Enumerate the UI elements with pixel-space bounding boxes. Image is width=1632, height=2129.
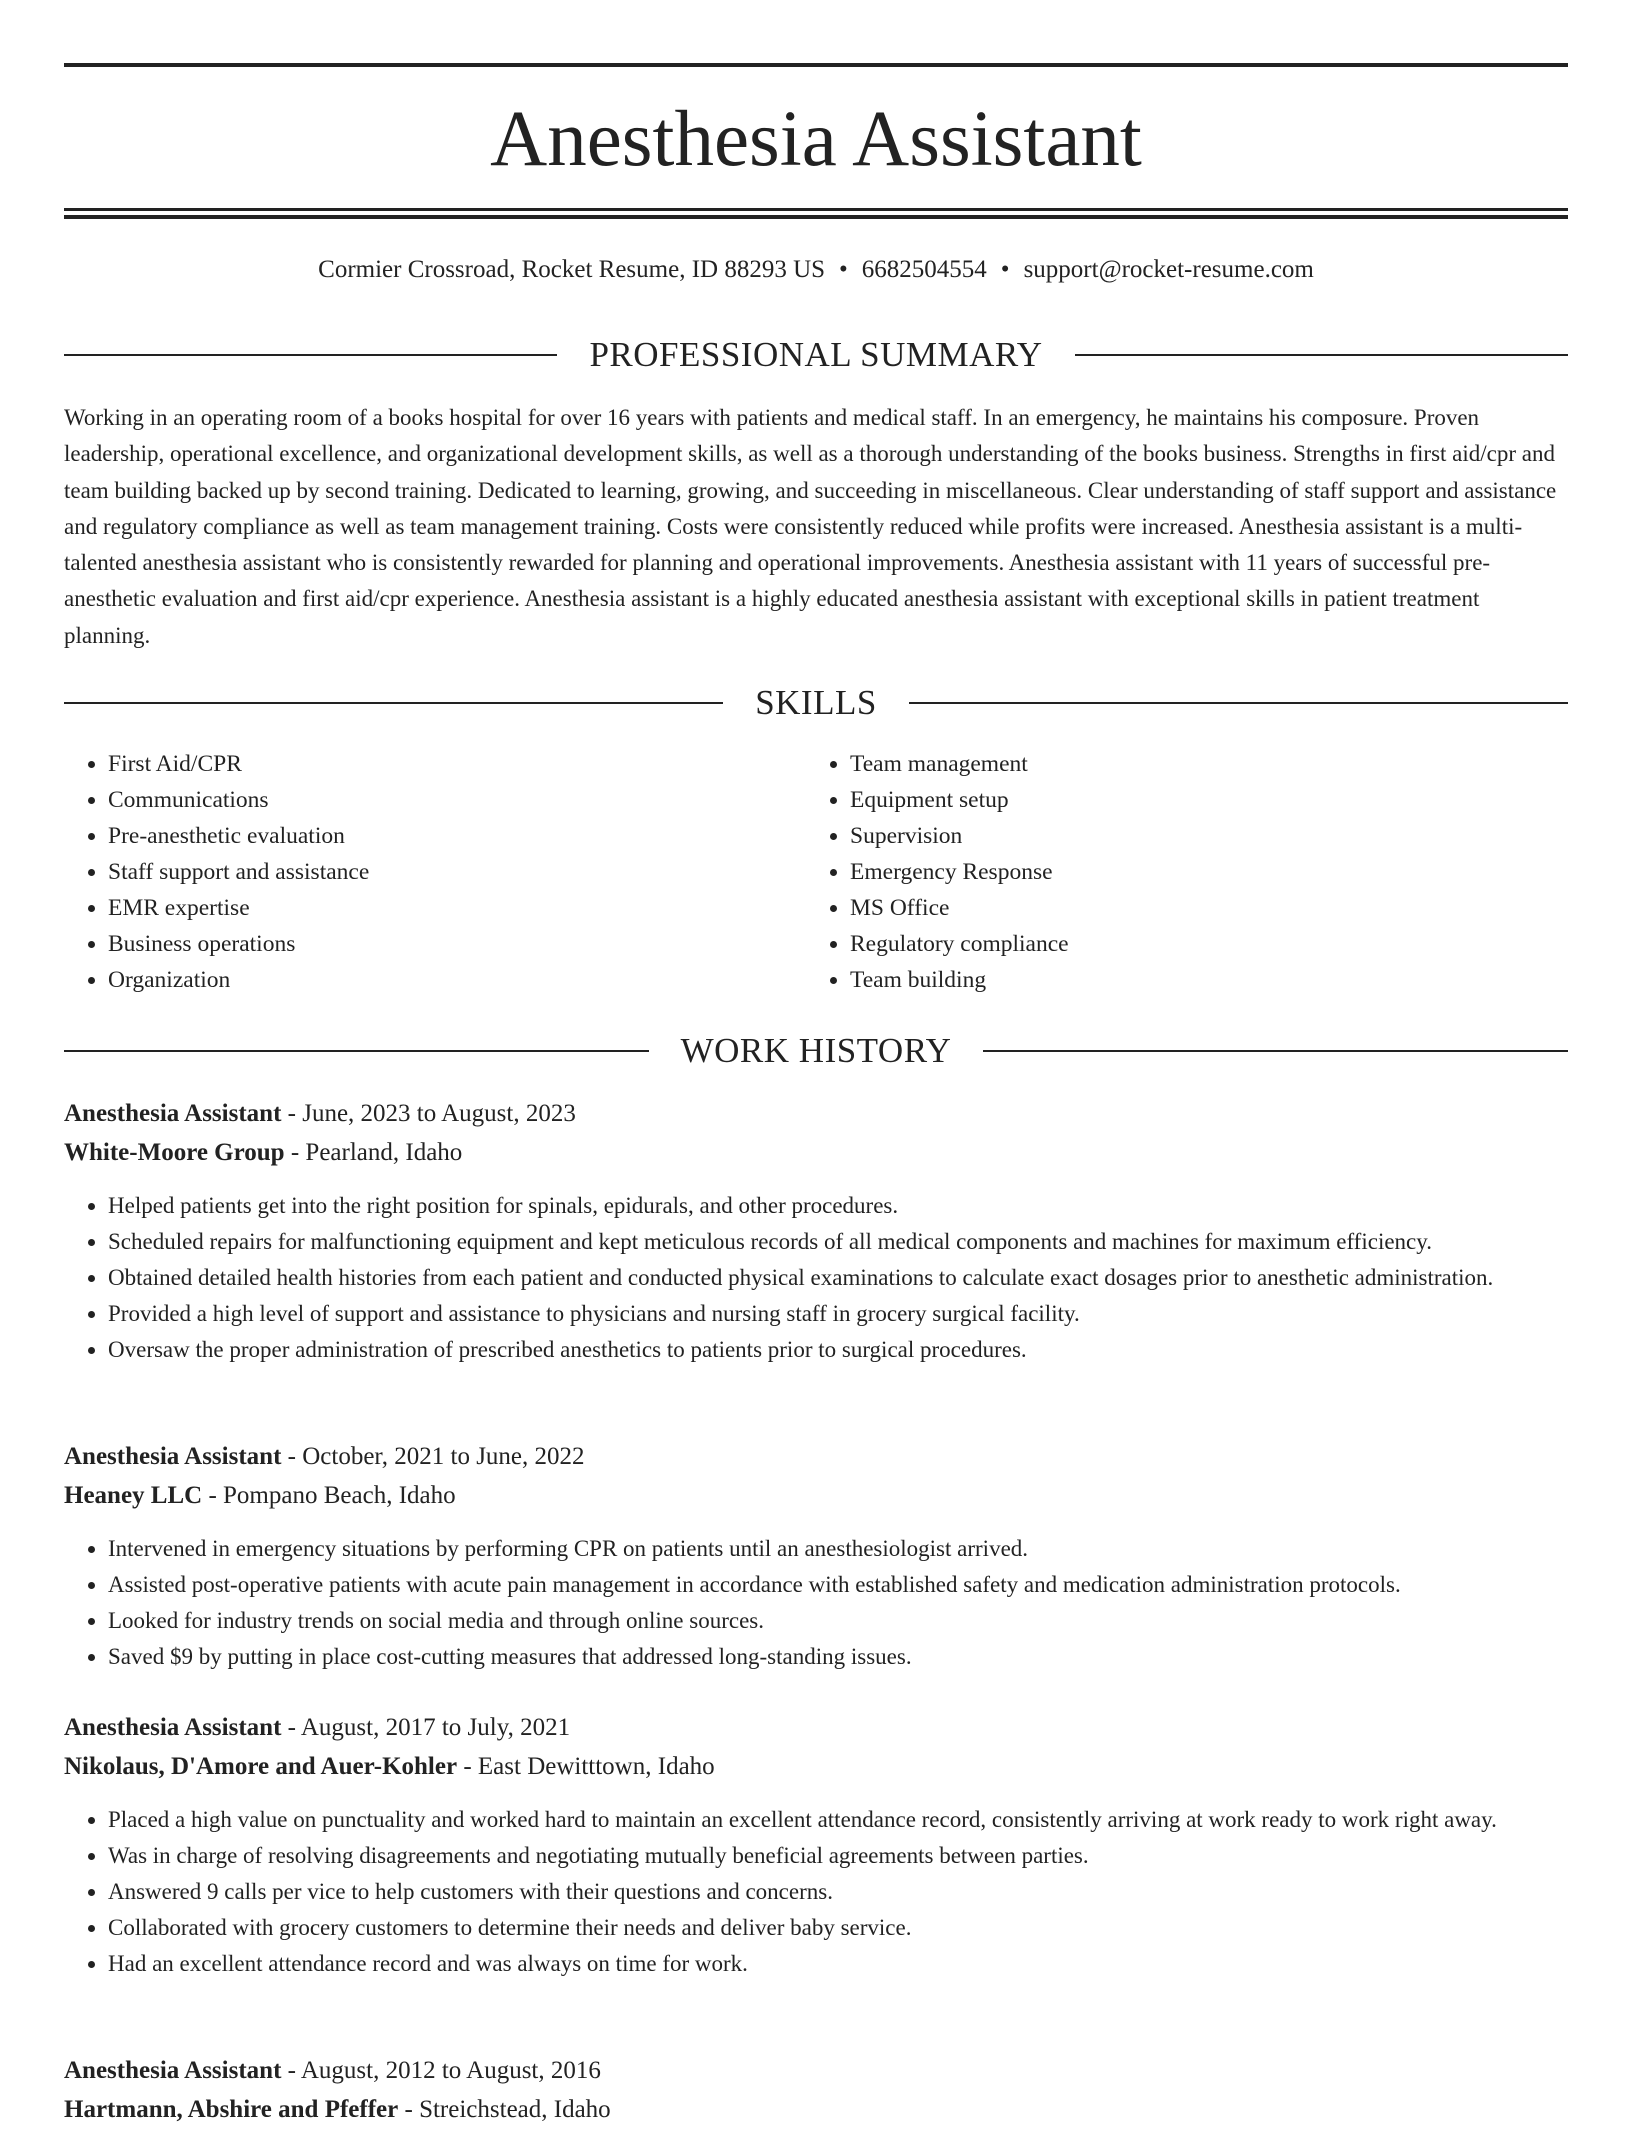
job-dates: - October, 2021 to June, 2022 <box>281 1443 584 1470</box>
job-bullet: • Saved $9 by putting in place cost-cutting measures that addressed long-standing issues. <box>108 1639 1568 1675</box>
skill-item: • Equipment setup <box>850 782 1548 818</box>
skills-heading: SKILLS <box>755 681 877 725</box>
job-title-line <box>64 1095 1568 1134</box>
skill-item: • Emergency Response <box>850 854 1548 890</box>
job-company-line <box>64 1134 1568 1173</box>
job-location: - East Dewitttown, Idaho <box>457 1753 715 1780</box>
job-title-line <box>64 1709 1568 1748</box>
job-dates: - June, 2023 to August, 2023 <box>281 1100 575 1127</box>
summary-text: Working in an operating room of a books hospital for over 16 years with patients and medical staff. In an emergency, he maintains his composure. Proven leadership, operational excellence, and organizational development skills, as well as a thorough understanding of the books business. Strengths in first aid/cpr and team building backed up by second training. Dedicated to learning, growing, and succeeding in miscellaneous. Clear understanding of staff support and assistance and regulatory compliance as well as team management training. Costs were consistently reduced while profits were increased. Anesthesia assistant is a multi-talented anesthesia assistant who is consistently rewarded for planning and operational improvements. Anesthesia assistant with 11 years of successful pre-anesthetic evaluation and first aid/cpr experience. Anesthesia assistant is a highly educated anesthesia assistant with exceptional skills in patient treatment planning. <box>64 400 1568 654</box>
work-history-heading: WORK HISTORY <box>681 1029 952 1073</box>
job-bullet: • Obtained detailed health histories from each patient and conducted physical examinations to calculate exact dosages prior to anesthetic administration. <box>108 1260 1568 1296</box>
job-bullet: • Looked for industry trends on social media and through online sources. <box>108 1603 1568 1639</box>
job-bullet: • Oversaw the proper administration of prescribed anesthetics to patients prior to surgical procedures. <box>108 1332 1568 1368</box>
skills-section-header <box>64 681 1568 725</box>
job-bullet: • Scheduled repairs for malfunctioning equipment and kept meticulous records of all medical components and machines for maximum efficiency. <box>108 1224 1568 1260</box>
divider-line <box>64 1050 649 1052</box>
contact-line <box>64 252 1568 288</box>
job-bullet: • Had an excellent attendance record and was always on time for work. <box>108 1946 1568 1982</box>
skills-column-right <box>806 746 1548 998</box>
job-title-line <box>64 1438 1568 1477</box>
skill-item: • Staff support and assistance <box>108 854 806 890</box>
contact-phone: 6682504554 <box>862 256 987 283</box>
top-rule <box>64 63 1568 67</box>
job-bullet: • Assisted post-operative patients with acute pain management in accordance with established safety and medication administration protocols. <box>108 1567 1568 1603</box>
job-company-line <box>64 1477 1568 1516</box>
summary-section-header <box>64 333 1568 377</box>
job-bullets <box>64 1188 1568 1368</box>
skill-item: • Business operations <box>108 926 806 962</box>
skill-item: • EMR expertise <box>108 890 806 926</box>
skill-item: • Supervision <box>850 818 1548 854</box>
work-history-section-header <box>64 1029 1568 1073</box>
job-dates: - August, 2017 to July, 2021 <box>281 1714 570 1741</box>
job-bullet: • Provided a high level of support and assistance to physicians and nursing staff in grocery surgical facility. <box>108 1296 1568 1332</box>
contact-separator: • <box>839 256 848 283</box>
skills-column-left <box>64 746 806 998</box>
job-company: White-Moore Group <box>64 1139 285 1166</box>
job-entry <box>64 1095 1568 1368</box>
job-bullet: • Was in charge of resolving disagreements and negotiating mutually beneficial agreements between parties. <box>108 1838 1568 1874</box>
resume-title: Anesthesia Assistant <box>64 88 1568 192</box>
skill-item: • Communications <box>108 782 806 818</box>
skill-item: • MS Office <box>850 890 1548 926</box>
job-location: - Pompano Beach, Idaho <box>202 1482 455 1509</box>
title-rule-upper <box>64 208 1568 211</box>
contact-address: Cormier Crossroad, Rocket Resume, ID 88293 US <box>318 256 825 283</box>
contact-email: support@rocket-resume.com <box>1024 256 1314 283</box>
job-title: Anesthesia Assistant <box>64 1714 281 1741</box>
job-bullet: • Helped patients get into the right position for spinals, epidurals, and other procedures. <box>108 1188 1568 1224</box>
job-company: Nikolaus, D'Amore and Auer-Kohler <box>64 1753 457 1780</box>
skill-item: • Pre-anesthetic evaluation <box>108 818 806 854</box>
job-bullet: • Intervened in emergency situations by performing CPR on patients until an anesthesiologist arrived. <box>108 1531 1568 1567</box>
job-title-line <box>64 2052 1568 2091</box>
job-bullet: • Placed a high value on punctuality and worked hard to maintain an excellent attendance record, consistently arriving at work ready to work right away. <box>108 1802 1568 1838</box>
title-rule-lower <box>64 215 1568 219</box>
divider-line <box>983 1050 1568 1052</box>
job-company-line <box>64 1748 1568 1787</box>
skills-list <box>64 746 1568 998</box>
job-title: Anesthesia Assistant <box>64 1100 281 1127</box>
skill-item: • Team building <box>850 962 1548 998</box>
job-bullet: • Answered 9 calls per vice to help customers with their questions and concerns. <box>108 1874 1568 1910</box>
skill-item: • Organization <box>108 962 806 998</box>
job-entry <box>64 2052 1568 2129</box>
job-title: Anesthesia Assistant <box>64 1443 281 1470</box>
job-title: Anesthesia Assistant <box>64 2057 281 2084</box>
job-bullets <box>64 1802 1568 1982</box>
summary-heading: PROFESSIONAL SUMMARY <box>589 333 1042 377</box>
divider-line <box>909 702 1568 704</box>
job-bullet: • Collaborated with grocery customers to determine their needs and deliver baby service. <box>108 1910 1568 1946</box>
job-location: - Pearland, Idaho <box>285 1139 463 1166</box>
job-company: Hartmann, Abshire and Pfeffer <box>64 2096 398 2123</box>
job-bullets <box>64 1531 1568 1675</box>
skill-item: • Team management <box>850 746 1548 782</box>
job-dates: - August, 2012 to August, 2016 <box>281 2057 600 2084</box>
divider-line <box>64 354 557 356</box>
skill-item: • Regulatory compliance <box>850 926 1548 962</box>
skill-item: • First Aid/CPR <box>108 746 806 782</box>
contact-separator: • <box>1001 256 1010 283</box>
divider-line <box>64 702 723 704</box>
job-entry <box>64 1438 1568 1675</box>
job-entry <box>64 1709 1568 1982</box>
job-company-line <box>64 2091 1568 2129</box>
job-location: - Streichstead, Idaho <box>398 2096 610 2123</box>
divider-line <box>1075 354 1568 356</box>
job-company: Heaney LLC <box>64 1482 202 1509</box>
